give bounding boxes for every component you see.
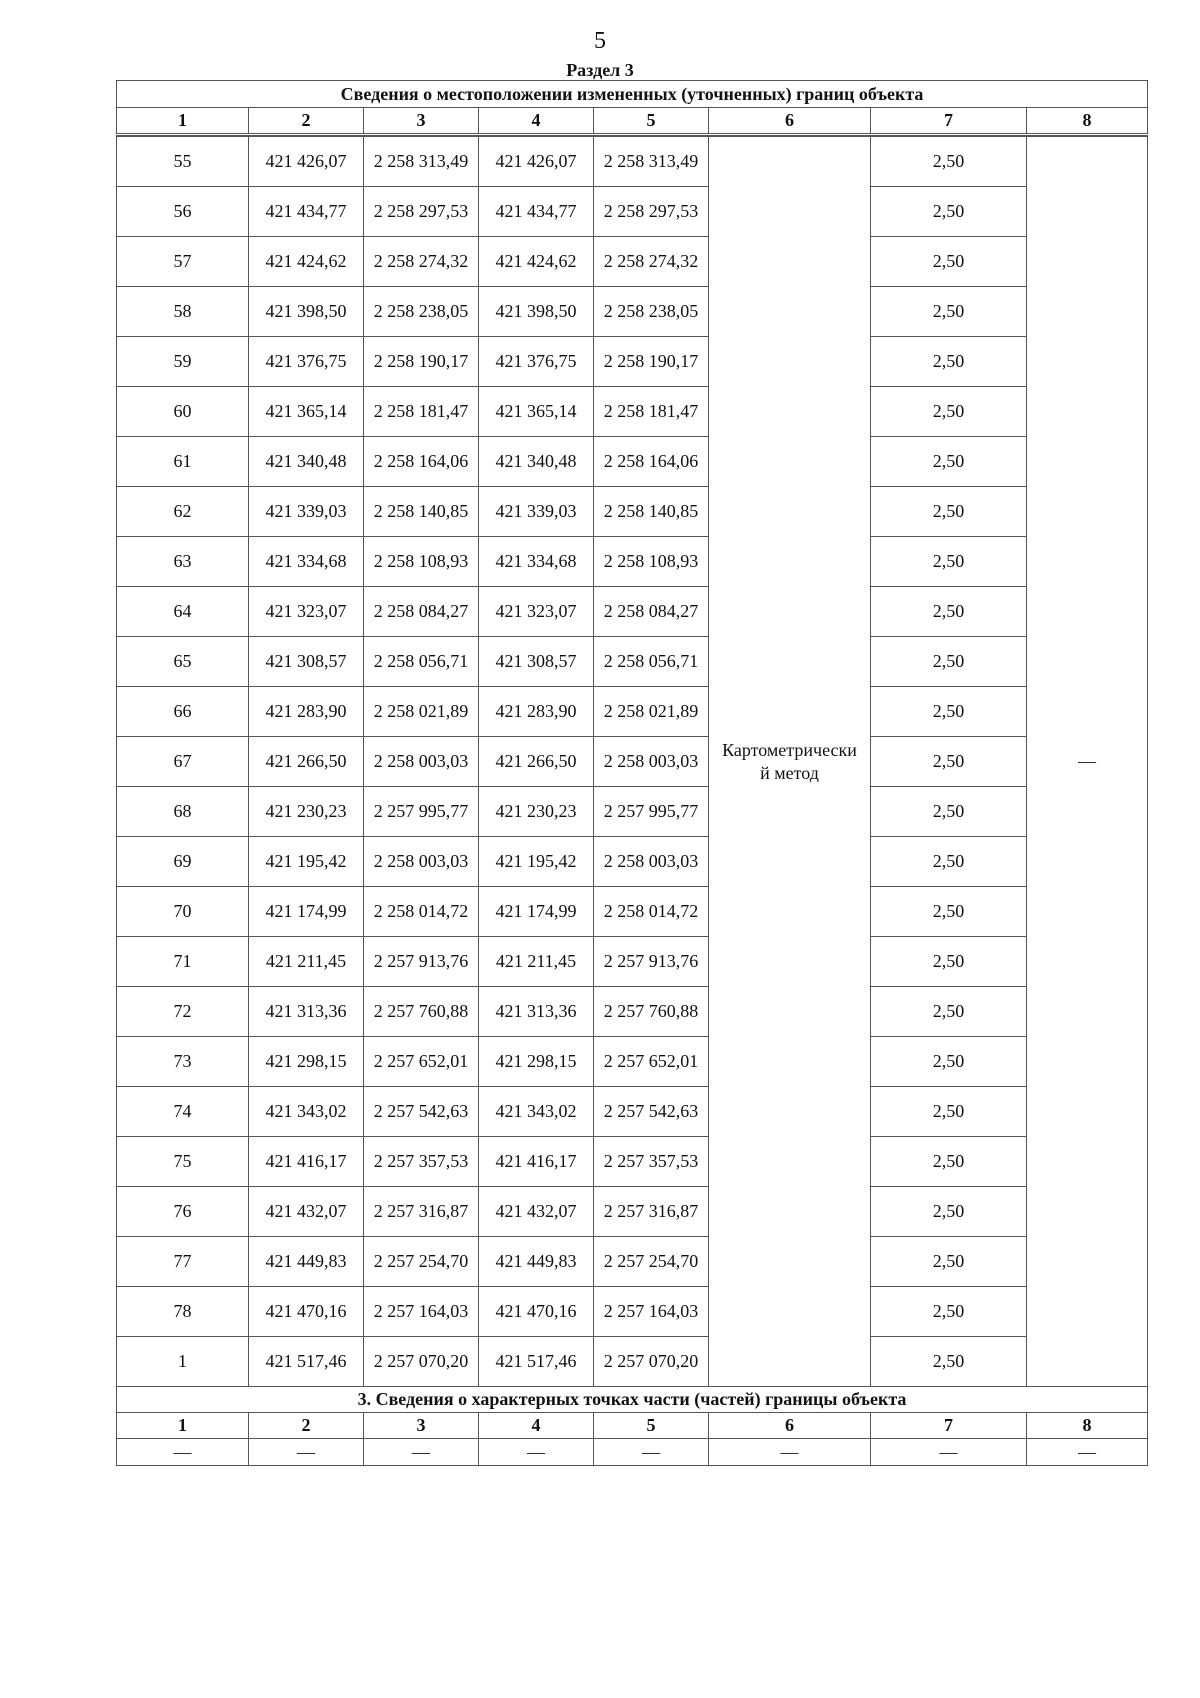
y-old-cell: 2 257 542,63 — [364, 1087, 479, 1137]
y-new-cell: 2 258 056,71 — [594, 637, 709, 687]
precision-cell: 2,50 — [871, 587, 1027, 637]
x-new-cell: 421 416,17 — [479, 1137, 594, 1187]
y-old-cell: 2 257 995,77 — [364, 787, 479, 837]
table-row — [117, 1087, 1148, 1137]
x-old-cell: 421 313,36 — [249, 987, 364, 1037]
x-new-cell: 421 517,46 — [479, 1337, 594, 1387]
table-row — [117, 487, 1148, 537]
point-number-cell: 73 — [117, 1037, 249, 1087]
y-old-cell: 2 258 181,47 — [364, 387, 479, 437]
x-old-cell: 421 365,14 — [249, 387, 364, 437]
point-number-cell: 55 — [117, 137, 249, 187]
subsection-column-number-row — [117, 1413, 1148, 1439]
y-old-cell: 2 258 313,49 — [364, 137, 479, 187]
column-number: 2 — [249, 108, 364, 135]
column-number: 7 — [871, 1413, 1027, 1439]
column-number: 5 — [594, 1413, 709, 1439]
section-title: Раздел 3 — [566, 60, 634, 80]
precision-cell: 2,50 — [871, 337, 1027, 387]
column-number: 4 — [479, 108, 594, 135]
x-new-cell: 421 340,48 — [479, 437, 594, 487]
y-old-cell: 2 258 003,03 — [364, 737, 479, 787]
y-old-cell: 2 258 238,05 — [364, 287, 479, 337]
column-number: 6 — [709, 1413, 871, 1439]
precision-cell: 2,50 — [871, 1087, 1027, 1137]
precision-cell: 2,50 — [871, 237, 1027, 287]
point-number-cell: 75 — [117, 1137, 249, 1187]
precision-cell: 2,50 — [871, 1137, 1027, 1187]
x-new-cell: 421 283,90 — [479, 687, 594, 737]
point-number-cell: 67 — [117, 737, 249, 787]
table-row — [117, 387, 1148, 437]
precision-cell: 2,50 — [871, 837, 1027, 887]
x-old-cell: 421 449,83 — [249, 1237, 364, 1287]
precision-cell: 2,50 — [871, 137, 1027, 187]
table-row — [117, 137, 1148, 187]
table-row — [117, 1187, 1148, 1237]
precision-cell: 2,50 — [871, 287, 1027, 337]
y-new-cell: 2 257 070,20 — [594, 1337, 709, 1387]
point-number-cell: 77 — [117, 1237, 249, 1287]
x-new-cell: 421 266,50 — [479, 737, 594, 787]
precision-cell: 2,50 — [871, 1187, 1027, 1237]
table-row — [117, 537, 1148, 587]
x-new-cell: 421 230,23 — [479, 787, 594, 837]
point-number-cell: 57 — [117, 237, 249, 287]
point-number-cell: 59 — [117, 337, 249, 387]
point-number-cell: 68 — [117, 787, 249, 837]
col8-cell: — — [1027, 137, 1148, 1387]
column-number: 7 — [871, 108, 1027, 135]
y-new-cell: 2 258 021,89 — [594, 687, 709, 737]
y-new-cell: 2 258 274,32 — [594, 237, 709, 287]
x-new-cell: 421 470,16 — [479, 1287, 594, 1337]
x-new-cell: 421 343,02 — [479, 1087, 594, 1137]
dash-cell: — — [479, 1439, 594, 1466]
precision-cell: 2,50 — [871, 787, 1027, 837]
table-row — [117, 887, 1148, 937]
point-number-cell: 63 — [117, 537, 249, 587]
table-row — [117, 837, 1148, 887]
precision-cell: 2,50 — [871, 637, 1027, 687]
table-row — [117, 637, 1148, 687]
precision-cell: 2,50 — [871, 1287, 1027, 1337]
x-new-cell: 421 308,57 — [479, 637, 594, 687]
x-old-cell: 421 470,16 — [249, 1287, 364, 1337]
dash-cell: — — [117, 1439, 249, 1466]
x-new-cell: 421 365,14 — [479, 387, 594, 437]
y-old-cell: 2 257 913,76 — [364, 937, 479, 987]
x-old-cell: 421 298,15 — [249, 1037, 364, 1087]
table-title: Сведения о местоположении измененных (уточненных) границ объекта — [117, 81, 1148, 108]
table-row — [117, 1287, 1148, 1337]
y-old-cell: 2 258 274,32 — [364, 237, 479, 287]
dash-cell: — — [364, 1439, 479, 1466]
y-old-cell: 2 258 108,93 — [364, 537, 479, 587]
y-new-cell: 2 257 995,77 — [594, 787, 709, 837]
y-old-cell: 2 257 652,01 — [364, 1037, 479, 1087]
column-number-row — [117, 108, 1148, 135]
x-old-cell: 421 334,68 — [249, 537, 364, 587]
x-old-cell: 421 323,07 — [249, 587, 364, 637]
column-number: 4 — [479, 1413, 594, 1439]
y-old-cell: 2 258 003,03 — [364, 837, 479, 887]
table-row — [117, 337, 1148, 387]
y-new-cell: 2 258 084,27 — [594, 587, 709, 637]
x-new-cell: 421 424,62 — [479, 237, 594, 287]
y-new-cell: 2 258 190,17 — [594, 337, 709, 387]
y-old-cell: 2 257 254,70 — [364, 1237, 479, 1287]
x-old-cell: 421 432,07 — [249, 1187, 364, 1237]
subsection-title-row — [117, 1387, 1148, 1413]
y-new-cell: 2 257 542,63 — [594, 1087, 709, 1137]
x-old-cell: 421 308,57 — [249, 637, 364, 687]
x-new-cell: 421 211,45 — [479, 937, 594, 987]
y-old-cell: 2 257 357,53 — [364, 1137, 479, 1187]
x-new-cell: 421 339,03 — [479, 487, 594, 537]
y-old-cell: 2 257 760,88 — [364, 987, 479, 1037]
precision-cell: 2,50 — [871, 387, 1027, 437]
table-row — [117, 1237, 1148, 1287]
precision-cell: 2,50 — [871, 687, 1027, 737]
x-old-cell: 421 416,17 — [249, 1137, 364, 1187]
point-number-cell: 1 — [117, 1337, 249, 1387]
precision-cell: 2,50 — [871, 1237, 1027, 1287]
point-number-cell: 78 — [117, 1287, 249, 1337]
point-number-cell: 74 — [117, 1087, 249, 1137]
subsection-title: 3. Сведения о характерных точках части (частей) границы объекта — [117, 1387, 1148, 1413]
point-number-cell: 60 — [117, 387, 249, 437]
column-number: 8 — [1027, 1413, 1148, 1439]
x-old-cell: 421 230,23 — [249, 787, 364, 837]
point-number-cell: 58 — [117, 287, 249, 337]
x-old-cell: 421 340,48 — [249, 437, 364, 487]
precision-cell: 2,50 — [871, 1037, 1027, 1087]
method-cell — [709, 137, 871, 1387]
y-new-cell: 2 258 003,03 — [594, 737, 709, 787]
point-number-cell: 71 — [117, 937, 249, 987]
x-old-cell: 421 343,02 — [249, 1087, 364, 1137]
point-number-cell: 72 — [117, 987, 249, 1037]
y-old-cell: 2 258 297,53 — [364, 187, 479, 237]
y-new-cell: 2 258 014,72 — [594, 887, 709, 937]
x-old-cell: 421 174,99 — [249, 887, 364, 937]
table-row — [117, 987, 1148, 1037]
table-row — [117, 737, 1148, 787]
dash-cell: — — [249, 1439, 364, 1466]
y-new-cell: 2 257 357,53 — [594, 1137, 709, 1187]
column-number: 3 — [364, 108, 479, 135]
column-number: 8 — [1027, 108, 1148, 135]
y-new-cell: 2 257 316,87 — [594, 1187, 709, 1237]
y-new-cell: 2 257 913,76 — [594, 937, 709, 987]
x-old-cell: 421 434,77 — [249, 187, 364, 237]
column-number: 1 — [117, 1413, 249, 1439]
y-old-cell: 2 258 164,06 — [364, 437, 479, 487]
y-new-cell: 2 257 652,01 — [594, 1037, 709, 1087]
x-old-cell: 421 426,07 — [249, 137, 364, 187]
x-new-cell: 421 432,07 — [479, 1187, 594, 1237]
precision-cell: 2,50 — [871, 537, 1027, 587]
y-old-cell: 2 258 056,71 — [364, 637, 479, 687]
method-text-line2: й метод — [760, 762, 819, 783]
table-row — [117, 587, 1148, 637]
y-new-cell: 2 258 108,93 — [594, 537, 709, 587]
y-new-cell: 2 257 164,03 — [594, 1287, 709, 1337]
x-old-cell: 421 195,42 — [249, 837, 364, 887]
x-old-cell: 421 376,75 — [249, 337, 364, 387]
y-new-cell: 2 258 164,06 — [594, 437, 709, 487]
y-old-cell: 2 258 021,89 — [364, 687, 479, 737]
dash-cell: — — [594, 1439, 709, 1466]
point-number-cell: 62 — [117, 487, 249, 537]
page-number: 5 — [594, 28, 606, 54]
x-old-cell: 421 211,45 — [249, 937, 364, 987]
coordinates-table — [116, 80, 1148, 1466]
x-old-cell: 421 424,62 — [249, 237, 364, 287]
precision-cell: 2,50 — [871, 487, 1027, 537]
column-number: 5 — [594, 108, 709, 135]
x-new-cell: 421 398,50 — [479, 287, 594, 337]
column-number: 6 — [709, 108, 871, 135]
y-old-cell: 2 257 070,20 — [364, 1337, 479, 1387]
x-new-cell: 421 449,83 — [479, 1237, 594, 1287]
point-number-cell: 56 — [117, 187, 249, 237]
precision-cell: 2,50 — [871, 887, 1027, 937]
precision-cell: 2,50 — [871, 437, 1027, 487]
precision-cell: 2,50 — [871, 737, 1027, 787]
y-old-cell: 2 258 140,85 — [364, 487, 479, 537]
dash-cell: — — [871, 1439, 1027, 1466]
y-new-cell: 2 258 003,03 — [594, 837, 709, 887]
table-row — [117, 787, 1148, 837]
point-number-cell: 65 — [117, 637, 249, 687]
x-new-cell: 421 298,15 — [479, 1037, 594, 1087]
y-new-cell: 2 257 760,88 — [594, 987, 709, 1037]
y-old-cell: 2 257 164,03 — [364, 1287, 479, 1337]
x-new-cell: 421 426,07 — [479, 137, 594, 187]
x-new-cell: 421 174,99 — [479, 887, 594, 937]
x-new-cell: 421 334,68 — [479, 537, 594, 587]
x-old-cell: 421 266,50 — [249, 737, 364, 787]
column-number: 3 — [364, 1413, 479, 1439]
x-new-cell: 421 434,77 — [479, 187, 594, 237]
dash-cell: — — [709, 1439, 871, 1466]
point-number-cell: 76 — [117, 1187, 249, 1237]
dash-cell: — — [1027, 1439, 1148, 1466]
table-row — [117, 237, 1148, 287]
table-row — [117, 437, 1148, 487]
y-new-cell: 2 258 238,05 — [594, 287, 709, 337]
y-new-cell: 2 258 297,53 — [594, 187, 709, 237]
x-new-cell: 421 376,75 — [479, 337, 594, 387]
y-old-cell: 2 258 084,27 — [364, 587, 479, 637]
table-row — [117, 1037, 1148, 1087]
precision-cell: 2,50 — [871, 1337, 1027, 1387]
point-number-cell: 70 — [117, 887, 249, 937]
column-number: 2 — [249, 1413, 364, 1439]
x-new-cell: 421 195,42 — [479, 837, 594, 887]
subsection-value-row — [117, 1439, 1148, 1466]
y-new-cell: 2 257 254,70 — [594, 1237, 709, 1287]
x-old-cell: 421 339,03 — [249, 487, 364, 537]
point-number-cell: 61 — [117, 437, 249, 487]
y-old-cell: 2 258 190,17 — [364, 337, 479, 387]
method-text-line1: Картометрически — [722, 739, 857, 760]
x-new-cell: 421 323,07 — [479, 587, 594, 637]
table-row — [117, 937, 1148, 987]
point-number-cell: 66 — [117, 687, 249, 737]
precision-cell: 2,50 — [871, 937, 1027, 987]
y-new-cell: 2 258 140,85 — [594, 487, 709, 537]
column-number: 1 — [117, 108, 249, 135]
x-old-cell: 421 398,50 — [249, 287, 364, 337]
point-number-cell: 64 — [117, 587, 249, 637]
x-old-cell: 421 517,46 — [249, 1337, 364, 1387]
table-row — [117, 187, 1148, 237]
precision-cell: 2,50 — [871, 987, 1027, 1037]
x-new-cell: 421 313,36 — [479, 987, 594, 1037]
point-number-cell: 69 — [117, 837, 249, 887]
precision-cell: 2,50 — [871, 187, 1027, 237]
y-old-cell: 2 257 316,87 — [364, 1187, 479, 1237]
table-row — [117, 287, 1148, 337]
table-row — [117, 1337, 1148, 1387]
y-old-cell: 2 258 014,72 — [364, 887, 479, 937]
x-old-cell: 421 283,90 — [249, 687, 364, 737]
y-new-cell: 2 258 181,47 — [594, 387, 709, 437]
y-new-cell: 2 258 313,49 — [594, 137, 709, 187]
table-row — [117, 1137, 1148, 1187]
table-row — [117, 687, 1148, 737]
